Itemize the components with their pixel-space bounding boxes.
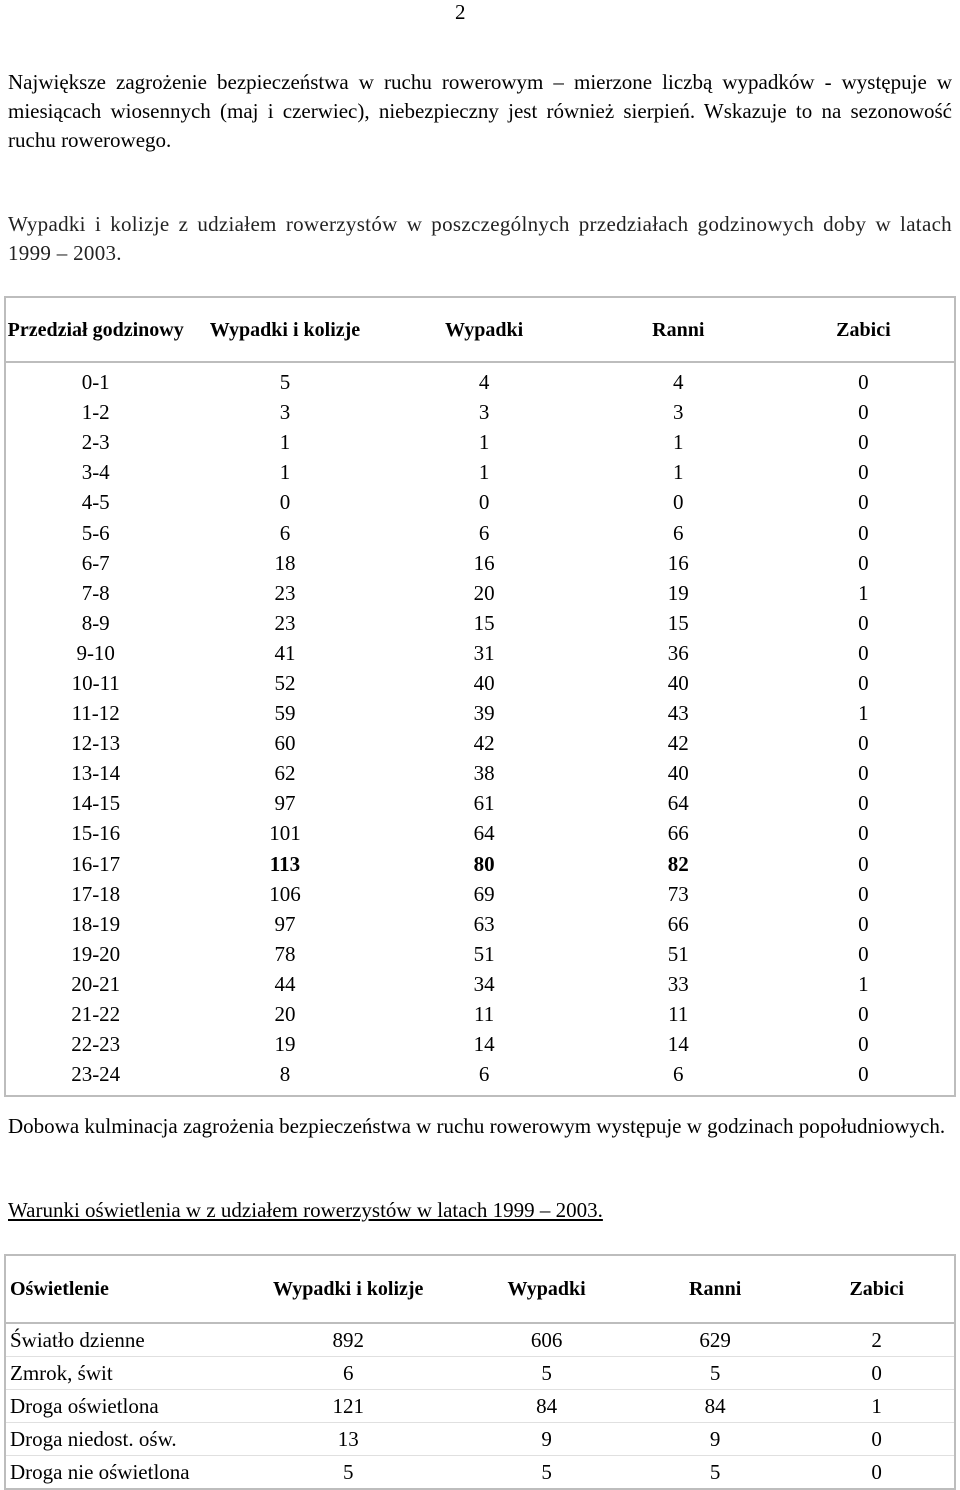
table-row bbox=[5, 1390, 955, 1423]
table-row bbox=[5, 758, 955, 788]
table-cell: 0 bbox=[858, 370, 869, 395]
table-cell: 113 bbox=[269, 851, 301, 876]
table-cell: 7-8 bbox=[81, 580, 110, 605]
table-cell: 5 bbox=[631, 1357, 799, 1390]
table-cell: 121 bbox=[234, 1390, 462, 1423]
table-cell: 16-17 bbox=[71, 851, 121, 876]
table-cell: 1 bbox=[673, 430, 684, 455]
table-row bbox=[5, 698, 955, 728]
table-cell: 52 bbox=[274, 670, 296, 695]
table-row bbox=[5, 362, 955, 397]
header-lighting: Oświetlenie bbox=[5, 1255, 234, 1323]
table-cell: 11-12 bbox=[71, 701, 120, 726]
table-cell: 34 bbox=[473, 971, 495, 996]
table-cell: 59 bbox=[274, 701, 296, 726]
table-cell: 0 bbox=[858, 761, 869, 786]
table-row bbox=[5, 909, 955, 939]
page-number: 2 bbox=[455, 0, 466, 24]
table-cell: 1-2 bbox=[81, 400, 110, 425]
table-cell: 4 bbox=[478, 370, 490, 395]
table-cell: 5 bbox=[234, 1456, 462, 1490]
table-cell: 14-15 bbox=[71, 791, 121, 816]
table-cell: 0 bbox=[858, 640, 869, 665]
table1-body bbox=[5, 362, 955, 1096]
table1-caption: Wypadki i kolizje z udziałem rowerzystów w poszczególnych przedziałach godzinowych doby w latach 1999 – 2003. bbox=[8, 212, 952, 265]
table-row bbox=[5, 849, 955, 879]
table-cell: 14 bbox=[667, 1032, 689, 1057]
table-cell: 41 bbox=[274, 640, 296, 665]
table-cell: 36 bbox=[667, 640, 689, 665]
table-cell: 5 bbox=[462, 1357, 631, 1390]
table-row bbox=[5, 939, 955, 969]
table2-body bbox=[5, 1323, 955, 1489]
table-cell: 60 bbox=[274, 731, 296, 756]
table-cell: 44 bbox=[274, 971, 296, 996]
table-cell: 0 bbox=[799, 1357, 955, 1390]
table-cell: 23 bbox=[274, 580, 296, 605]
table-cell: 0 bbox=[858, 460, 869, 485]
table-cell: 5 bbox=[462, 1456, 631, 1490]
table1-header-row bbox=[5, 297, 955, 362]
table-row bbox=[5, 487, 955, 517]
table-row bbox=[5, 1423, 955, 1456]
table-cell: 20 bbox=[473, 580, 495, 605]
table-cell: 5 bbox=[631, 1456, 799, 1490]
table-cell: 78 bbox=[274, 941, 296, 966]
table-row bbox=[5, 578, 955, 608]
table-row bbox=[5, 1357, 955, 1390]
table-cell: 97 bbox=[274, 791, 296, 816]
table-cell: 0 bbox=[858, 400, 869, 425]
table-cell: 20-21 bbox=[71, 971, 121, 996]
table-cell: 84 bbox=[462, 1390, 631, 1423]
table-cell: 0 bbox=[858, 821, 869, 846]
table-cell: Droga oświetlona bbox=[5, 1390, 234, 1423]
table-cell: 5 bbox=[279, 370, 291, 395]
table-row bbox=[5, 638, 955, 668]
table-cell: 17-18 bbox=[71, 881, 121, 906]
header-accidents: Wypadki bbox=[462, 1255, 631, 1323]
table-cell: 0 bbox=[858, 911, 869, 936]
table-cell: 0 bbox=[858, 1062, 869, 1087]
table-cell: 6 bbox=[478, 1062, 490, 1087]
header-accidents-and-collisions: Wypadki i kolizje bbox=[234, 1255, 462, 1323]
table-row bbox=[5, 1323, 955, 1357]
table-row bbox=[5, 999, 955, 1029]
table-cell: 0 bbox=[673, 490, 684, 515]
table-cell: 18 bbox=[274, 550, 296, 575]
table-cell: 6 bbox=[279, 520, 291, 545]
table-cell: 1 bbox=[673, 460, 684, 485]
table-cell: 19 bbox=[667, 580, 689, 605]
table-cell: 39 bbox=[473, 701, 495, 726]
table-cell: 13 bbox=[234, 1423, 462, 1456]
table-cell: Zmrok, świt bbox=[5, 1357, 234, 1390]
table-cell: 4-5 bbox=[81, 490, 110, 515]
table-row bbox=[5, 517, 955, 547]
table-cell: 629 bbox=[631, 1323, 799, 1357]
table-cell: 0 bbox=[279, 490, 291, 515]
table-cell: 3 bbox=[673, 400, 684, 425]
table-row bbox=[5, 788, 955, 818]
table-cell: 1 bbox=[858, 580, 869, 605]
table-cell: 0 bbox=[858, 731, 869, 756]
table-row bbox=[5, 818, 955, 848]
table-cell: 80 bbox=[473, 851, 495, 876]
table-cell: 1 bbox=[799, 1390, 955, 1423]
header-injured: Ranni bbox=[631, 1255, 799, 1323]
table-cell: 84 bbox=[631, 1390, 799, 1423]
table-cell: 0 bbox=[858, 881, 869, 906]
table-cell: 0 bbox=[858, 430, 869, 455]
table-cell: 14 bbox=[473, 1032, 495, 1057]
table-row bbox=[5, 728, 955, 758]
table-cell: 23 bbox=[274, 610, 296, 635]
table-cell: 101 bbox=[269, 821, 301, 846]
table-cell: 18-19 bbox=[71, 911, 121, 936]
table-cell: 106 bbox=[269, 881, 301, 906]
table-cell: Droga niedost. ośw. bbox=[5, 1423, 234, 1456]
table-cell: 43 bbox=[667, 701, 689, 726]
header-killed: Zabici bbox=[799, 1255, 955, 1323]
peak-hours-paragraph: Dobowa kulminacja zagrożenia bezpieczeństwa w ruchu rowerowym występuje w godzinach popołudniowych. bbox=[8, 1114, 946, 1138]
table-cell: 66 bbox=[667, 911, 689, 936]
hourly-accidents-table bbox=[4, 296, 956, 1097]
table-cell: 40 bbox=[473, 670, 495, 695]
table-cell: 15 bbox=[473, 610, 495, 635]
table-cell: 1 bbox=[478, 460, 490, 485]
header-time-range: Przedział godzinowy bbox=[5, 297, 185, 362]
table-cell: 16 bbox=[667, 550, 689, 575]
table-cell: 8 bbox=[279, 1062, 291, 1087]
table-cell: 15 bbox=[667, 610, 689, 635]
table2-header-row bbox=[5, 1255, 955, 1323]
table-cell: 33 bbox=[667, 971, 689, 996]
table-cell: 0 bbox=[799, 1456, 955, 1490]
table-cell: 0 bbox=[858, 851, 869, 876]
table-row bbox=[5, 879, 955, 909]
table-cell: 6 bbox=[673, 520, 684, 545]
table-cell: 62 bbox=[274, 761, 296, 786]
table-cell: 66 bbox=[667, 821, 689, 846]
table-cell: 0 bbox=[858, 550, 869, 575]
table-row bbox=[5, 1029, 955, 1059]
table-cell: 0 bbox=[858, 1032, 869, 1057]
table2-caption: Warunki oświetlenia w z udziałem rowerzystów w latach 1999 – 2003. bbox=[8, 1198, 603, 1222]
table-cell: 0 bbox=[858, 670, 869, 695]
table-cell: 1 bbox=[478, 430, 490, 455]
table-row bbox=[5, 668, 955, 698]
header-accidents: Wypadki bbox=[385, 297, 584, 362]
table-cell: 51 bbox=[667, 941, 689, 966]
table-cell: 42 bbox=[473, 731, 495, 756]
table-cell: 64 bbox=[473, 821, 495, 846]
table-cell: 1 bbox=[858, 701, 869, 726]
table-cell: 0 bbox=[478, 490, 490, 515]
table-cell: 38 bbox=[473, 761, 495, 786]
table-cell: 21-22 bbox=[71, 1002, 121, 1027]
table-cell: 5-6 bbox=[81, 520, 110, 545]
table-cell: 63 bbox=[473, 911, 495, 936]
table-cell: 1 bbox=[279, 460, 291, 485]
table-cell: 2 bbox=[799, 1323, 955, 1357]
table-cell: 64 bbox=[667, 791, 689, 816]
table-cell: 3-4 bbox=[81, 460, 110, 485]
header-injured: Ranni bbox=[584, 297, 773, 362]
header-accidents-and-collisions: Wypadki i kolizje bbox=[185, 297, 384, 362]
table-cell: 0 bbox=[858, 941, 869, 966]
table-cell: 2-3 bbox=[81, 430, 110, 455]
header-killed: Zabici bbox=[773, 297, 955, 362]
table-cell: 0 bbox=[858, 791, 869, 816]
table-cell: 9 bbox=[462, 1423, 631, 1456]
table-cell: 3 bbox=[279, 400, 291, 425]
table-cell: 6 bbox=[673, 1062, 684, 1087]
table-cell: 22-23 bbox=[71, 1032, 121, 1057]
table-cell: 9 bbox=[631, 1423, 799, 1456]
table-cell: 1 bbox=[858, 971, 869, 996]
table-cell: 0 bbox=[858, 1002, 869, 1027]
table-cell: 12-13 bbox=[71, 731, 121, 756]
table-cell: 8-9 bbox=[81, 610, 110, 635]
table-cell: 10-11 bbox=[71, 670, 120, 695]
table-cell: 13-14 bbox=[71, 761, 121, 786]
table-row bbox=[5, 969, 955, 999]
table-cell: 0-1 bbox=[81, 370, 110, 395]
table-cell: 892 bbox=[234, 1323, 462, 1357]
table-cell: 1 bbox=[279, 430, 291, 455]
table-row bbox=[5, 397, 955, 427]
table-cell: 15-16 bbox=[71, 821, 121, 846]
table-cell: 23-24 bbox=[71, 1062, 121, 1087]
table-row bbox=[5, 457, 955, 487]
table-row bbox=[5, 548, 955, 578]
table-cell: Droga nie oświetlona bbox=[5, 1456, 234, 1490]
table-cell: 0 bbox=[858, 490, 869, 515]
table-cell: 19-20 bbox=[71, 941, 121, 966]
table-cell: 6 bbox=[478, 520, 490, 545]
table-cell: 20 bbox=[274, 1002, 296, 1027]
table-cell: 11 bbox=[668, 1002, 689, 1027]
table-cell: Światło dzienne bbox=[5, 1323, 234, 1357]
table-cell: 61 bbox=[473, 791, 495, 816]
table-cell: 3 bbox=[478, 400, 490, 425]
table-cell: 73 bbox=[667, 881, 689, 906]
table-cell: 6-7 bbox=[81, 550, 110, 575]
table-cell: 31 bbox=[473, 640, 495, 665]
table-cell: 19 bbox=[274, 1032, 296, 1057]
table-cell: 82 bbox=[667, 851, 689, 876]
table-row bbox=[5, 1059, 955, 1096]
table-cell: 0 bbox=[799, 1423, 955, 1456]
table-row bbox=[5, 427, 955, 457]
table-cell: 69 bbox=[473, 881, 495, 906]
table-cell: 9-10 bbox=[76, 640, 115, 665]
table-cell: 51 bbox=[473, 941, 495, 966]
table-cell: 606 bbox=[462, 1323, 631, 1357]
table-row bbox=[5, 608, 955, 638]
table-cell: 42 bbox=[667, 731, 689, 756]
table-cell: 0 bbox=[858, 520, 869, 545]
lighting-conditions-table bbox=[4, 1254, 956, 1490]
table-cell: 11 bbox=[474, 1002, 495, 1027]
table-cell: 16 bbox=[473, 550, 495, 575]
intro-paragraph: Największe zagrożenie bezpieczeństwa w ruchu rowerowym – mierzone liczbą wypadków - występuje w miesiącach wiosennych (maj i czerwiec), niebezpieczny jest również sierpień. Wskazuje to na sezonowość ruchu rowerowego. bbox=[8, 70, 952, 152]
table-cell: 40 bbox=[667, 670, 689, 695]
table-cell: 0 bbox=[858, 610, 869, 635]
table-cell: 40 bbox=[667, 761, 689, 786]
table-cell: 6 bbox=[234, 1357, 462, 1390]
table-cell: 97 bbox=[274, 911, 296, 936]
table-cell: 4 bbox=[673, 370, 684, 395]
